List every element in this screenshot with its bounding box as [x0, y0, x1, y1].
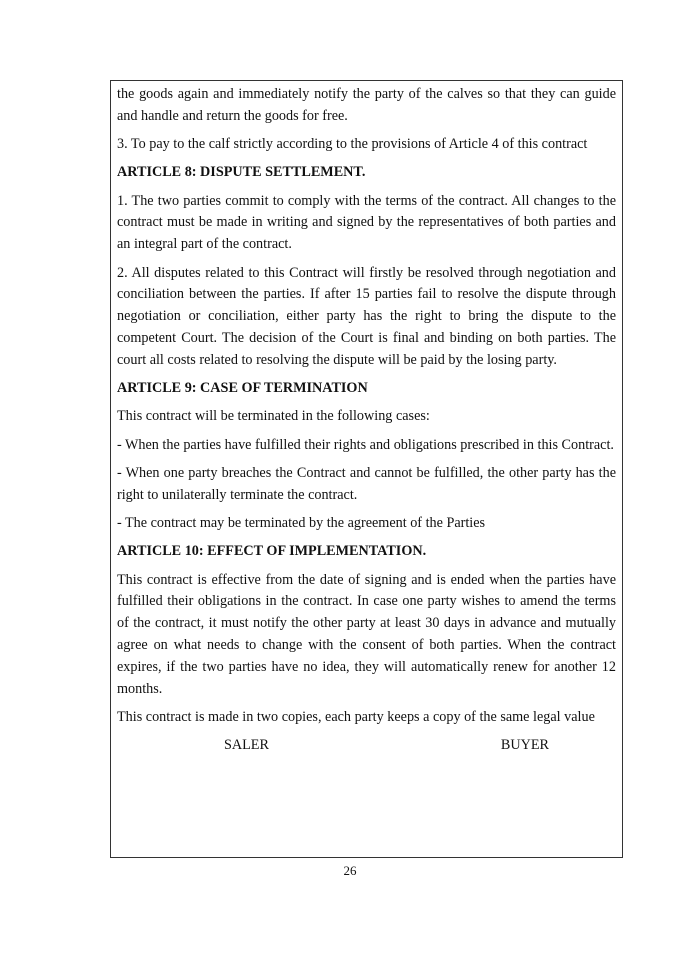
- paragraph-payment: 3. To pay to the calf strictly according to the provisions of Article 4 of this contract: [117, 136, 588, 153]
- page-number: 26: [343, 863, 357, 878]
- paragraph-termination-case-2: - When one party breaches the Contract and cannot be fulfilled, the other party has the right to unilaterally terminate the contract.: [117, 464, 616, 503]
- paragraph-article-8-clause-2: 2. All disputes related to this Contract will firstly be resolved through negotiation and conciliation between the parties. If after 15 parties fail to resolve the dispute through negotiation or conciliation, either party has the right to bring the dispute to the competent Court. The decision of the Court is final and binding on both parties. The court all costs related to resolving the dispute will be paid by the losing party.: [117, 264, 616, 368]
- heading-article-8: ARTICLE 8: DISPUTE SETTLEMENT.: [117, 164, 366, 181]
- paragraph-termination-case-3: - The contract may be terminated by the agreement of the Parties: [117, 515, 486, 532]
- heading-article-9: ARTICLE 9: CASE OF TERMINATION: [117, 380, 368, 397]
- heading-article-10: ARTICLE 10: EFFECT OF IMPLEMENTATION.: [117, 543, 427, 560]
- paragraph-goods-return: the goods again and immediately notify the party of the calves so that they can guide and handle and return the goods for free.: [117, 86, 616, 124]
- paragraph-termination-case-1: - When the parties have fulfilled their rights and obligations prescribed in this Contract.: [117, 436, 614, 453]
- contract-content-box: [110, 80, 623, 858]
- buyer-signature-label: BUYER: [500, 737, 549, 754]
- paragraph-copies: This contract is made in two copies, each party keeps a copy of the same legal value: [117, 708, 595, 725]
- paragraph-effect: This contract is effective from the date of signing and is ended when the parties have fulfilled their obligations in the contract. In case one party wishes to amend the terms of the contract, it must notify the other party at least 30 days in advance and mutually agree on what needs to change with the consent of both parties. When the contract expires, if the two parties have no idea, they will automatically renew for another 12 months.: [117, 571, 616, 697]
- seller-signature-label: SALER: [224, 737, 269, 754]
- paragraph-article-8-clause-1: 1. The two parties commit to comply with the terms of the contract. All changes to the contract must be made in writing and signed by the representatives of both parties and an integral part of the contract.: [117, 192, 616, 253]
- paragraph-termination-intro: This contract will be terminated in the following cases:: [117, 408, 430, 425]
- signature-row: [117, 735, 616, 757]
